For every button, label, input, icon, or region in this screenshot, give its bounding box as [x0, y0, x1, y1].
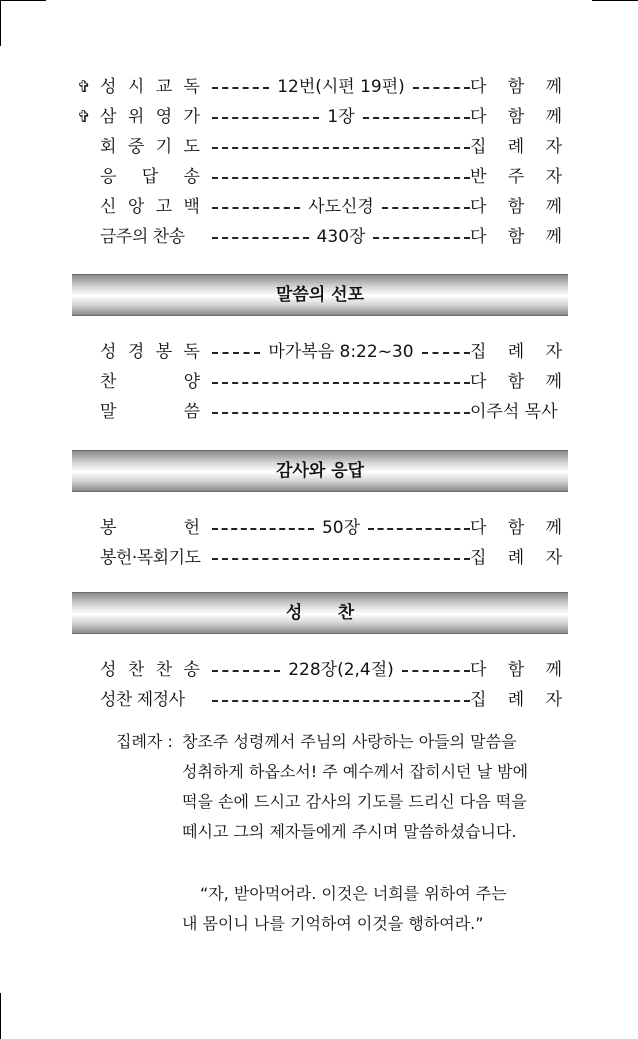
- order-row: [72, 339, 566, 365]
- dotted-leader: [212, 104, 470, 130]
- dotted-leader: [212, 399, 470, 425]
- dotted-leader: [212, 224, 470, 250]
- order-item-leader: 다 함 께: [470, 197, 562, 217]
- order-row: [72, 134, 566, 160]
- dotted-leader: [212, 687, 470, 713]
- order-row: [72, 399, 566, 425]
- order-item-leader: 집 례 자: [470, 137, 562, 157]
- order-row: [72, 224, 566, 250]
- quote-line: 내 몸이니 나를 기억하여 이것을 행하여라.”: [182, 914, 484, 933]
- order-row: [72, 369, 566, 395]
- crop-mark-top-left-h: [0, 0, 46, 1]
- cross-icon: ✞: [77, 107, 91, 126]
- prayer-text: [182, 727, 542, 847]
- crop-mark-top-right-h: [592, 0, 638, 1]
- order-item-leader: 다 함 께: [470, 372, 562, 392]
- dotted-leader: [212, 164, 470, 190]
- order-item-label: 봉 헌: [100, 518, 200, 538]
- order-item-leader: 반 주 자: [470, 167, 562, 187]
- order-item-leader: 집 례 자: [470, 548, 562, 568]
- order-item-label: 금주의 찬송: [100, 227, 185, 247]
- dotted-leader: [212, 369, 470, 395]
- order-item-label: 삼 위 영 가: [100, 107, 200, 127]
- order-item-leader: 다 함 께: [470, 77, 562, 97]
- order-item-leader: 다 함 께: [470, 227, 562, 247]
- crop-mark-bottom-left-v: [0, 993, 1, 1039]
- dotted-leader: [212, 134, 470, 160]
- section-title-word: 말씀의 선포: [275, 285, 365, 305]
- prayer-line: 창조주 성령께서 주님의 사랑하는 아들의 말씀을: [182, 732, 517, 751]
- prayer-officiant-label: 집례자 :: [116, 732, 173, 751]
- section-banner-word: [72, 274, 568, 316]
- words-of-institution-quote: [182, 879, 562, 939]
- order-item-label: 성찬 제정사: [100, 690, 185, 710]
- dotted-leader: [212, 194, 470, 220]
- order-item-leader: 집 례 자: [470, 690, 562, 710]
- order-item-label: 찬 양: [100, 372, 200, 392]
- order-item-label: 신 앙 고 백: [100, 197, 200, 217]
- order-item-label: 말 씀: [100, 402, 200, 422]
- dotted-leader: [212, 515, 470, 541]
- order-row: [72, 104, 566, 130]
- section-title-communion: 성 찬: [285, 603, 355, 623]
- order-item-detail: 1장: [327, 107, 355, 127]
- order-item-leader: 다 함 께: [470, 518, 562, 538]
- dotted-leader: [212, 545, 470, 571]
- order-row: [72, 687, 566, 713]
- order-item-detail: 50장: [321, 518, 361, 538]
- dotted-leader: [212, 339, 470, 365]
- order-item-detail: 마가복음 8:22~30: [268, 342, 414, 362]
- dotted-leader: [212, 74, 470, 100]
- order-item-label: 응 답 송: [100, 167, 200, 187]
- dotted-leader: [212, 657, 470, 683]
- order-row: [72, 545, 566, 571]
- order-item-label: 봉헌·목회기도: [100, 548, 201, 568]
- prayer-line: 떡을 손에 드시고 감사의 기도를 드리신 다음 떡을: [182, 792, 527, 811]
- crop-mark-top-left-v: [0, 0, 1, 46]
- order-item-label: 회 중 기 도: [100, 137, 200, 157]
- order-row: [72, 74, 566, 100]
- order-row: [72, 657, 566, 683]
- order-row: [72, 515, 566, 541]
- order-item-label: 성 경 봉 독: [100, 342, 200, 362]
- order-item-detail: 228장(2,4절): [288, 660, 394, 680]
- section-banner-response: [72, 450, 568, 492]
- order-item-label: 성 찬 찬 송: [100, 660, 200, 680]
- order-item-detail: 430장: [316, 227, 366, 247]
- order-item-leader: 집 례 자: [470, 342, 562, 362]
- order-row: [72, 164, 566, 190]
- section-banner-communion: [72, 592, 568, 634]
- section-title-response: 감사와 응답: [275, 461, 365, 481]
- order-row: [72, 194, 566, 220]
- prayer-line: 떼시고 그의 제자들에게 주시며 말씀하셨습니다.: [182, 822, 517, 841]
- order-item-detail: 12번(시편 19편): [277, 77, 405, 97]
- order-item-leader: 다 함 께: [470, 660, 562, 680]
- order-item-label: 성 시 교 독: [100, 77, 200, 97]
- prayer-line: 성취하게 하옵소서! 주 예수께서 잡히시던 날 밤에: [182, 762, 529, 781]
- order-item-leader: 다 함 께: [470, 107, 562, 127]
- cross-icon: ✞: [77, 77, 91, 96]
- order-item-detail: 사도신경: [308, 197, 374, 217]
- order-item-leader: 이주석 목사: [470, 402, 558, 422]
- quote-line: “자, 받아먹어라. 이것은 너희를 위하여 주는: [200, 884, 507, 903]
